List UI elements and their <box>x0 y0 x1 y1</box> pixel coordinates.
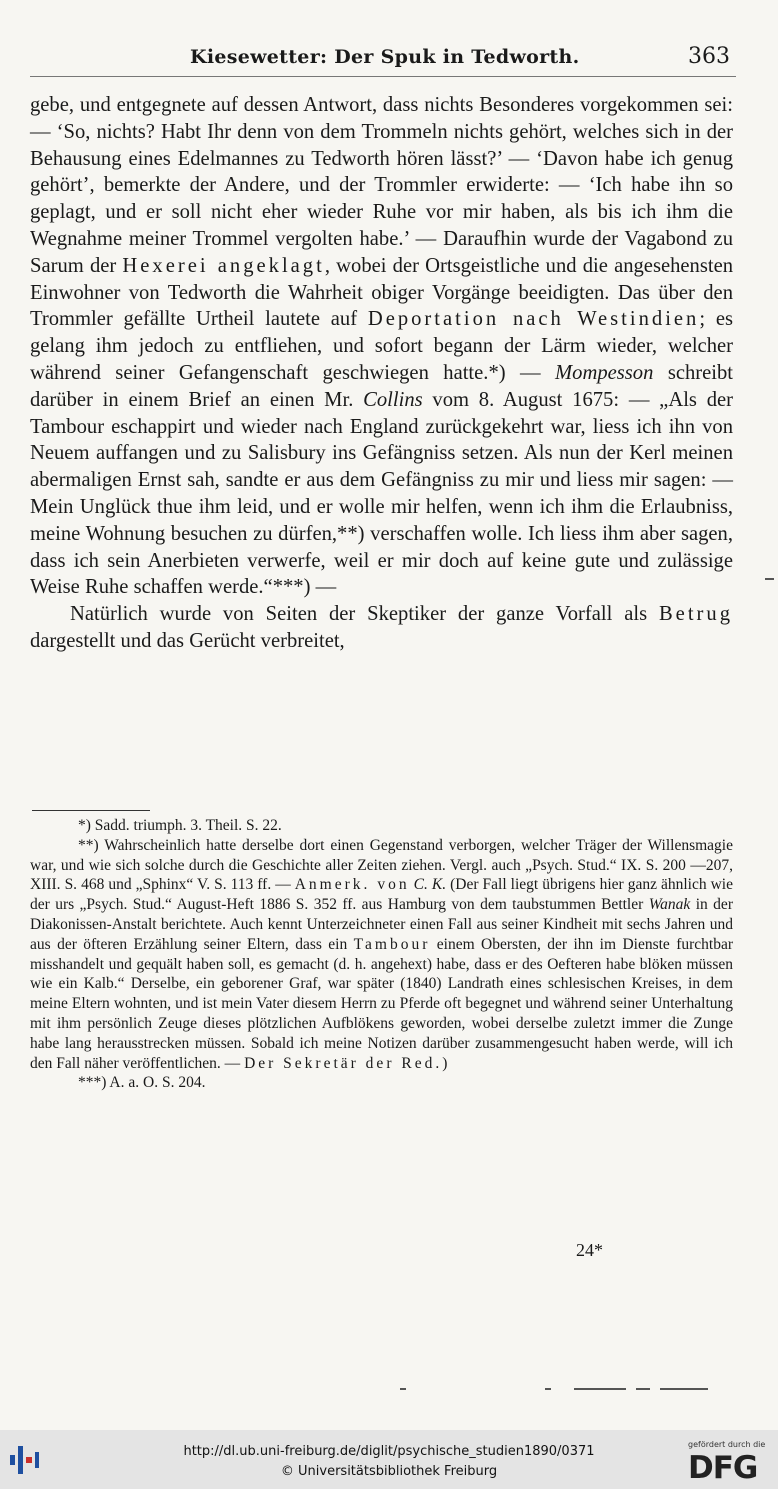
scan-artifact <box>545 1388 551 1390</box>
spaced-emphasis: Der Sekretär der Red. <box>244 1054 443 1072</box>
signature-mark: 24* <box>576 1240 603 1260</box>
copyright: © Universitätsbibliothek Freiburg <box>280 1464 498 1479</box>
text-run: vom 8. August 1675: — „Als der Tambour eschappirt und wieder nach England zurückgekehrt war, liess ich ihn von Neuem auffangen und zu Salisbury ins Gefängniss setzen. Als nun der Kerl meinen abermaligen Ernst sah, sandte er aus dem Gefängniss zu mir und liess mir sagen: — Mein Unglück thue ihm leid, und er wolle mir helfen, wenn ich ihm die Erlaubniss, meine Wohnung besuchen zu dürfen,**) verschaffen wolle. Ich liess ihm aber sagen, dass ich sein Anerbieten verwerfe, weil er mir doch auf keine gute und zulässige Weise Ruhe schaffen werde.“***) — <box>30 388 733 599</box>
spaced-emphasis: Tambour <box>353 935 431 953</box>
spaced-emphasis: Anmerk. von <box>294 876 410 894</box>
paragraph <box>30 601 733 655</box>
italic-name: Collins <box>363 388 423 411</box>
italic-name: C. K. <box>409 876 447 894</box>
scan-artifact <box>660 1388 708 1390</box>
text-run: einem Obersten, der ihn im Dienste furchtbar misshandelt und gequält haben soll, es gemacht (d. h. angehext) habe, dass er des Oefteren habe blöken müssen wie ein Kalb.“ Derselbe, ein geborener Graf, war später (1840) Landrath eines schlesischen Kreises, in dem meine Eltern wohnten, und ist mein Vater diesem Herrn zu Pferde oft begegnet und während seiner Unterhaltung mit ihm persönlich Zeuge dieses plötzlichen Aufblökens geworden, wobei derselbe zuletzt immer die Zunge habe lang herausstrecken müssen. Sobald ich meine Notizen darüber zusammengesucht haben werde, will ich den Fall näher veröffentlichen. — <box>30 935 733 1072</box>
footnote-3: ***) A. a. O. S. 204. <box>78 1074 206 1092</box>
text-run: **) Wahrscheinlich hatte derselbe dort einen Gegenstand verborgen, welcher Träger der Willensmagie war, und wie sich solche durch die Geschichte aller Zeiten ziehen. Vergl. auch „Psych. Stud.“ IX. S. 200 —207, XIII. S. 468 und „Sphinx“ V. S. 113 ff. — <box>30 836 733 894</box>
viewer-footer <box>0 1430 778 1489</box>
main-text <box>30 92 733 655</box>
footnote-1: *) Sadd. triumph. 3. Theil. S. 22. <box>78 817 282 834</box>
permalink[interactable]: http://dl.ub.uni-freiburg.de/diglit/psychische_studien1890/0371 <box>183 1444 595 1459</box>
margin-mark <box>765 578 774 580</box>
text-run: ) <box>442 1054 448 1072</box>
text-run: , wobei der Ortsgeistliche und die angesehensten Einwohner von Tedworth die Wahrheit obiger Vorgänge beeidigten. Das über den Trommler gefällte Urtheil lautete auf <box>30 254 734 331</box>
text-run: schreibt darüber in einem Brief an einen Mr. <box>30 361 734 411</box>
running-header <box>30 42 736 77</box>
spaced-emphasis: Deportation nach Westindien <box>367 308 700 331</box>
text-run: dargestellt und das Gerücht verbreitet, <box>30 629 345 652</box>
text-run: ; es gelang ihm jedoch zu entfliehen, und sofort begann der Lärm wieder, welcher während seiner Gefangenschaft geschwiegen hatte.*) — <box>30 308 733 384</box>
text-run: in der Diakonissen-Anstalt berichtete. Auch kennt Unterzeichneter einen Fall aus seiner Kindheit mit sechs Jahren und aus der öfteren Erzählung seiner Eltern, dass ein <box>30 896 733 953</box>
page-number: 363 <box>688 44 730 69</box>
text-run: (Der Fall liegt übrigens hier ganz ähnlich wie der urs „Psych. Stud.“ August-Heft 1886 S. 352 ff. aus Hamburg von dem taubstummen Bettler <box>30 876 733 914</box>
text-run: gebe, und entgegnete auf dessen Antwort, dass nichts Besonderes vorgekommen sei: — ‘So, nichts? Habt Ihr denn von dem Trommeln nichts gehört, welches sich in der Behausung eines Edelmannes zu Tedworth hören lässt?’ — ‘Davon habe ich genug gehört’, bemerkte der Andere, und der Trommler erwiderte: — ‘Ich habe ihn so geplagt, und er soll nicht eher wieder Ruhe vor mir haben, als bis ich ihm die Wegnahme meiner Trommel vergolten habe.’ — Daraufhin wurde der Vagabond zu Sarum der <box>30 94 733 277</box>
paragraph <box>30 92 733 601</box>
footnotes <box>30 816 733 1093</box>
italic-name: Wanak <box>648 896 691 914</box>
scan-artifact <box>636 1388 650 1390</box>
scan-artifact <box>574 1388 626 1390</box>
footnote-2 <box>30 836 733 1074</box>
italic-name: Mompesson <box>555 361 654 384</box>
spaced-emphasis: Betrug <box>658 603 733 626</box>
header-title: Kiesewetter: Der Spuk in Tedworth. <box>190 46 580 68</box>
dfg-credit: gefördert durch die <box>688 1440 766 1449</box>
scan-artifact <box>400 1388 406 1390</box>
text-run: Natürlich wurde von Seiten der Skeptiker der ganze Vorfall als <box>70 603 659 626</box>
dfg-logo[interactable]: DFG <box>688 1450 758 1486</box>
footnote-rule <box>32 810 150 811</box>
spaced-emphasis: Hexerei angeklagt <box>122 254 325 277</box>
